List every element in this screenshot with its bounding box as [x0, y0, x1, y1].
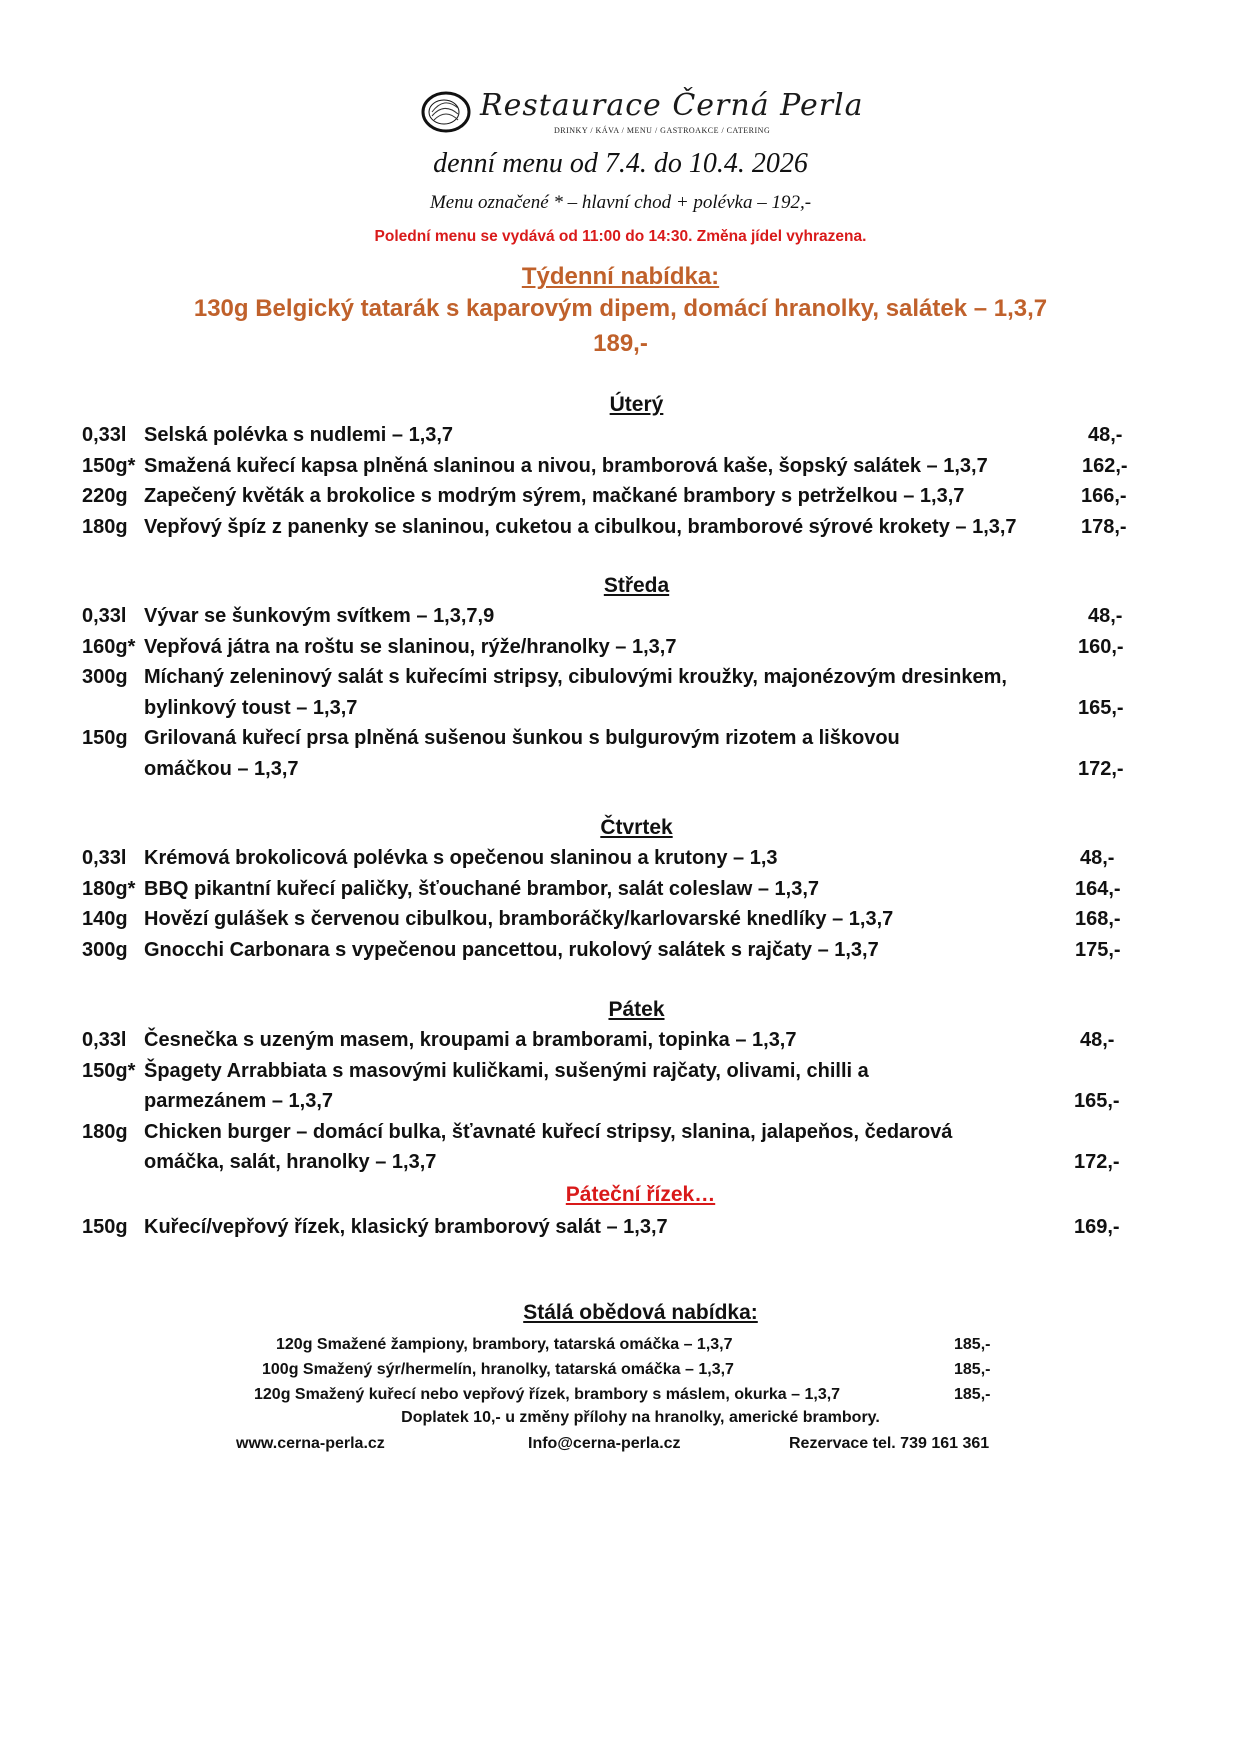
day-title: Úterý — [609, 393, 664, 416]
day-section-friday — [0, 995, 1241, 1242]
item-price: 48,- — [1080, 1029, 1115, 1051]
standing-item-price: 185,- — [954, 1361, 991, 1378]
standing-item — [0, 1336, 1241, 1361]
menu-item — [0, 420, 1241, 451]
menu-item — [0, 843, 1241, 874]
item-dish: Selská polévka s nudlemi – 1,3,7 — [144, 424, 454, 446]
item-quantity: 180g* — [82, 877, 136, 900]
weekly-offer-item: 130g Belgický tatarák s kaparovým dipem, domácí hranolky, salátek – 1,3,7 — [193, 295, 1048, 322]
reservation-phone: Rezervace tel. 739 161 361 — [789, 1435, 990, 1452]
menu-item — [0, 601, 1241, 632]
item-price: 175,- — [1075, 938, 1121, 961]
standing-item — [0, 1386, 1241, 1411]
item-dish: Chicken burger – domácí bulka, šťavnaté kuřecí stripsy, slanina, jalapeňos, čedarová omáčka, salát, hranolky – 1,3,7 — [144, 1120, 953, 1173]
standing-item-price: 185,- — [954, 1336, 991, 1353]
item-price: 166,- — [1081, 485, 1127, 507]
item-dish: Česnečka s uzeným masem, kroupami a bramborami, topinka – 1,3,7 — [144, 1029, 797, 1051]
item-dish: Hovězí gulášek s červenou cibulkou, bramboráčky/karlovarské knedlíky – 1,3,7 — [144, 908, 894, 930]
item-price: 162,- — [1082, 454, 1128, 477]
item-dish: Krémová brokolicová polévka s opečenou slaninou a krutony – 1,3 — [144, 847, 778, 869]
item-price: 172,- — [1078, 757, 1124, 780]
day-title: Středa — [603, 574, 670, 597]
item-price: 48,- — [1088, 424, 1123, 446]
standing-item-text: 120g Smažené žampiony, brambory, tatarská omáčka – 1,3,7 — [276, 1336, 733, 1353]
email-link[interactable]: Info@cerna-perla.cz — [528, 1435, 681, 1452]
page-title: denní menu od 7.4. do 10.4. 2026 — [433, 148, 808, 179]
item-dish: Smažená kuřecí kapsa plněná slaninou a nivou, bramborová kaše, šopský salátek – 1,3,7 — [144, 454, 988, 477]
menu-item — [0, 632, 1241, 663]
menu-item — [0, 874, 1241, 905]
logo-tagline: DRINKY / KÁVA / MENU / GASTROAKCE / CATERING — [554, 126, 771, 135]
weekly-offer-price: 189,- — [593, 330, 648, 357]
item-quantity: 300g — [82, 938, 128, 961]
menu-item — [0, 1117, 1241, 1178]
menu-item — [0, 662, 1241, 723]
standing-item-text: 120g Smažený kuřecí nebo vepřový řízek, brambory s máslem, okurka – 1,3,7 — [254, 1386, 841, 1403]
item-price: 168,- — [1075, 908, 1121, 930]
item-dish: Vepřový špíz z panenky se slaninou, cuketou a cibulkou, bramborové sýrové krokety – 1,3,7 — [144, 515, 1017, 538]
item-quantity: 180g — [82, 1120, 128, 1143]
pearl-shell-icon — [420, 90, 472, 134]
item-dish: Gnocchi Carbonara s vypečenou pancettou, rukolový salátek s rajčaty – 1,3,7 — [144, 938, 879, 961]
item-price: 172,- — [1074, 1151, 1120, 1173]
day-section-thursday — [0, 813, 1241, 965]
menu-item — [0, 451, 1241, 482]
serving-notice: Polední menu se vydává od 11:00 do 14:30. Změna jídel vyhrazena. — [374, 228, 867, 245]
standing-item — [0, 1361, 1241, 1386]
item-dish: Vepřová játra na roštu se slaninou, rýže/hranolky – 1,3,7 — [144, 635, 677, 658]
weekly-offer-heading: Týdenní nabídka: — [521, 263, 720, 290]
menu-item — [0, 904, 1241, 935]
standing-offer-heading: Stálá obědová nabídka: — [523, 1301, 758, 1324]
menu-item — [0, 935, 1241, 966]
side-dish-supplement-note: Doplatek 10,- u změny přílohy na hranolky, americké brambory. — [401, 1409, 880, 1426]
item-dish: Vývar se šunkovým svítkem – 1,3,7,9 — [144, 605, 495, 627]
item-price: 169,- — [1074, 1215, 1120, 1238]
restaurant-logo — [420, 88, 890, 140]
item-quantity: 150g — [82, 1215, 128, 1238]
standing-item-text: 100g Smažený sýr/hermelín, hranolky, tatarská omáčka – 1,3,7 — [262, 1361, 734, 1378]
menu-item — [0, 512, 1241, 543]
item-quantity: 0,33l — [82, 847, 127, 869]
day-title: Čtvrtek — [600, 816, 673, 839]
menu-item — [0, 723, 1241, 784]
item-dish: Grilovaná kuřecí prsa plněná sušenou šunkou s bulgurovým rizotem a liškovou omáčkou – 1,3,7 — [144, 727, 900, 780]
item-quantity: 150g — [82, 727, 128, 749]
day-title: Pátek — [608, 998, 665, 1021]
menu-item — [0, 1056, 1241, 1117]
menu-item — [0, 1025, 1241, 1056]
item-price: 165,- — [1078, 696, 1124, 719]
item-quantity: 0,33l — [82, 424, 127, 446]
day-section-tuesday — [0, 390, 1241, 542]
menu-item — [0, 1212, 1241, 1243]
website-link[interactable]: www.cerna-perla.cz — [236, 1435, 385, 1452]
item-quantity: 300g — [82, 666, 128, 688]
item-quantity: 0,33l — [82, 605, 127, 627]
item-dish: Míchaný zeleninový salát s kuřecími stripsy, cibulovými kroužky, majonézovým dresinkem, bylinkový toust – 1,3,7 — [144, 666, 1007, 719]
item-dish: BBQ pikantní kuřecí paličky, šťouchané brambor, salát coleslaw – 1,3,7 — [144, 877, 820, 900]
item-price: 48,- — [1080, 847, 1115, 869]
item-price: 178,- — [1081, 515, 1127, 538]
item-price: 164,- — [1075, 877, 1121, 900]
item-price: 48,- — [1088, 605, 1123, 627]
item-quantity: 180g — [82, 515, 128, 538]
item-dish: Zapečený květák a brokolice s modrým sýrem, mačkané brambory s petrželkou – 1,3,7 — [144, 485, 965, 507]
item-quantity: 140g — [82, 908, 128, 930]
combo-note: Menu označené * – hlavní chod + polévka – 192,- — [429, 192, 812, 213]
item-quantity: 160g* — [82, 635, 136, 658]
friday-schnitzel-heading: Páteční řízek… — [565, 1182, 716, 1206]
item-price: 160,- — [1078, 635, 1124, 658]
standing-item-price: 185,- — [954, 1386, 991, 1403]
item-price: 165,- — [1074, 1090, 1120, 1112]
item-quantity: 150g* — [82, 454, 136, 477]
day-section-wednesday — [0, 571, 1241, 784]
item-quantity: 150g* — [82, 1059, 136, 1082]
item-dish: Špagety Arrabbiata s masovými kuličkami, sušenými rajčaty, olivami, chilli a parmezánem – 1,3,7 — [144, 1059, 869, 1112]
item-quantity: 0,33l — [82, 1029, 127, 1051]
item-dish: Kuřecí/vepřový řízek, klasický bramborový salát – 1,3,7 — [144, 1215, 668, 1238]
item-quantity: 220g — [82, 485, 128, 507]
menu-item — [0, 481, 1241, 512]
logo-name: Restaurace Černá Perla — [480, 88, 864, 123]
